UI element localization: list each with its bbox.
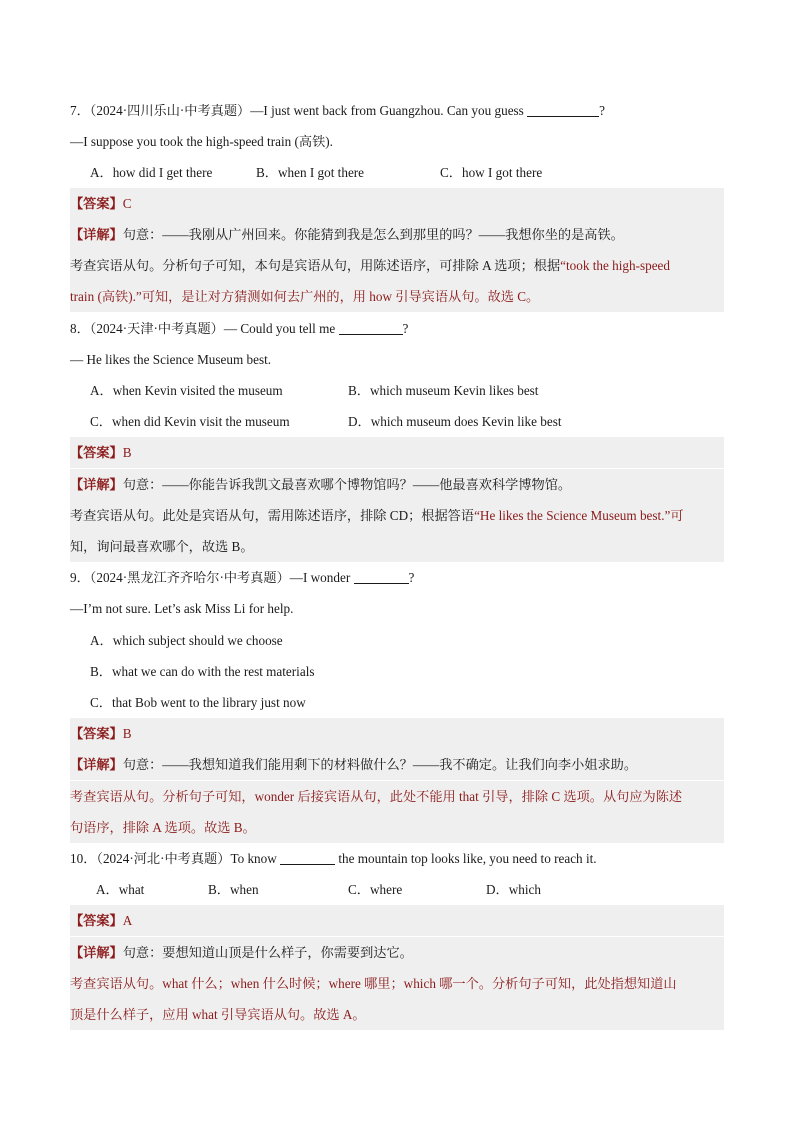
q8-source: 8．（2024·天津·中考真题） [70,321,224,336]
q8-option-d: D．which museum does Kevin like best [348,414,562,429]
q8-option-a: A．when Kevin visited the museum [90,383,283,398]
q8-detail-line1: 【详解】句意：——你能告诉我凯文最喜欢哪个博物馆吗？——他最喜欢科学博物馆。 [70,469,724,500]
q7-answer-blank [527,101,599,117]
q10-detail-line2: 考查宾语从句。what 什么；when 什么时候；where 哪里；which 哪一个。分析句子可知，此处指想知道山 [70,968,724,999]
q9-stem: 9．（2024·黑龙江齐齐哈尔·中考真题）—I wonder ? [70,570,415,585]
q7-detail-line1: 【详解】句意：——我刚从广州回来。你能猜到我是怎么到那里的吗？——我想你坐的是高铁。 [70,219,724,250]
q8-answer-value: B [122,445,132,460]
q9-option-a: A．which subject should we choose [90,633,283,648]
q10-option-b: B．when [208,882,259,897]
q8-answer: 【答案】B [70,437,724,468]
q8-stem-text: — Could you tell me [223,321,339,336]
q7-detail-line3: train (高铁).”可知，是让对方猜测如何去广州的，用 how 引导宾语从句。故选 C。 [70,281,724,312]
q7-answer: 【答案】C [70,188,724,219]
q8-options-row2 [70,406,724,437]
q7-stem-text: —I just went back from Guangzhou. Can you guess [250,103,528,118]
q7-detail-line2: 考查宾语从句。分析句子可知，本句是宾语从句，用陈述语序，可排除 A 选项；根据“took the high-speed [70,250,724,281]
q10-option-d: D．which [486,882,541,897]
q9-options-row2 [70,656,724,687]
q9-answer: 【答案】B [70,718,724,749]
q9-reply: —I’m not sure. Let’s ask Miss Li for help. [70,601,294,616]
q7-option-b: B．when I got there [256,165,365,180]
q10-answer-blank [280,849,335,865]
q7-option-c: C．how I got there [440,165,543,180]
q10-detail-line3: 顶是什么样子，应用 what 引导宾语从句。故选 A。 [70,999,724,1030]
q10-stem-text-a: To know [230,851,281,866]
q10-source: 10．（2024·河北·中考真题） [70,851,231,866]
q9-option-c: C．that Bob went to the library just now [90,695,306,710]
q10-detail-line1: 【详解】句意：要想知道山顶是什么样子，你需要到达它。 [70,937,724,968]
q9-detail-line2: 考查宾语从句。分析句子可知，wonder 后接宾语从句，此处不能用 that 引导，排除 C 选项。从句应为陈述 [70,781,724,812]
q8-option-b: B．which museum Kevin likes best [348,383,539,398]
q8-options-row1 [70,375,724,406]
q9-options-row3 [70,687,724,718]
q9-detail-line1: 【详解】句意：——我想知道我们能用剩下的材料做什么？——我不确定。让我们向李小姐求助。 [70,749,724,780]
q8-option-c: C．when did Kevin visit the museum [90,414,290,429]
q10-answer-value: A [122,913,133,928]
q8-detail-line3: 知，询问最喜欢哪个，故选 B。 [70,531,724,562]
q9-stem-text: —I wonder [289,570,354,585]
q8-reply: — He likes the Science Museum best. [70,352,272,367]
q10-options [70,874,724,905]
q7-option-a: A．how did I get there [90,165,213,180]
q7-stem: 7．（2024·四川乐山·中考真题）—I just went back from Guangzhou. Can you guess ? [70,103,605,118]
q7-answer-value: C [122,196,132,211]
q7-source: 7．（2024·四川乐山·中考真题） [70,103,251,118]
q10-option-c: C．where [348,882,403,897]
q10-stem-text-b: the mountain top looks like, you need to reach it. [335,851,597,866]
q8-detail-line2: 考查宾语从句。此处是宾语从句，需用陈述语序，排除 CD；根据答语“He likes the Science Museum best.”可 [70,500,724,531]
q7-options [70,157,724,188]
q9-options-row1 [70,625,724,656]
q9-source: 9．（2024·黑龙江齐齐哈尔·中考真题） [70,570,290,585]
q9-detail-line3: 句语序，排除 A 选项。故选 B。 [70,812,724,843]
q7-reply: —I suppose you took the high-speed train (高铁). [70,134,333,149]
q9-option-b: B．what we can do with the rest materials [90,664,315,679]
q10-stem [70,843,724,874]
q8-answer-blank [339,319,403,335]
q8-stem: 8．（2024·天津·中考真题）— Could you tell me ? [70,321,409,336]
q9-answer-blank [354,568,409,584]
q10-option-a: A．what [96,882,145,897]
q9-answer-value: B [122,726,132,741]
q10-answer: 【答案】A [70,905,724,936]
